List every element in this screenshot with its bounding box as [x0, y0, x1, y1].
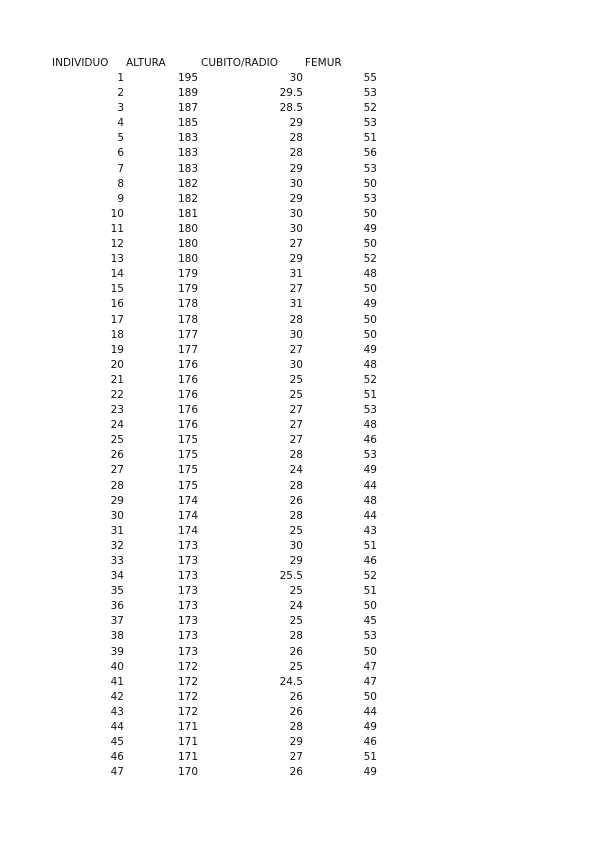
table-row — [0, 584, 599, 599]
cell-individuo: 41 — [110, 675, 124, 688]
cell-cubito-radio: 25.5 — [279, 570, 303, 583]
cell-cubito-radio: 25 — [289, 524, 303, 537]
table-row — [0, 599, 599, 614]
cell-femur: 55 — [363, 72, 377, 84]
cell-femur: 48 — [363, 494, 377, 507]
table-body — [0, 71, 599, 780]
cell-individuo: 3 — [117, 102, 124, 115]
table-row — [0, 162, 599, 177]
cell-femur: 51 — [363, 539, 377, 552]
cell-cubito-radio: 28 — [289, 313, 303, 326]
cell-femur: 46 — [363, 555, 377, 567]
cell-altura: 176 — [177, 404, 198, 417]
cell-individuo: 42 — [110, 690, 124, 703]
cell-femur: 56 — [363, 147, 377, 160]
cell-cubito-radio: 25 — [289, 615, 303, 628]
cell-altura: 171 — [177, 736, 198, 749]
cell-cubito-radio: 29 — [289, 555, 303, 567]
cell-femur: 48 — [363, 268, 377, 281]
cell-individuo: 9 — [117, 192, 124, 205]
cell-cubito-radio: 30 — [289, 207, 303, 220]
cell-altura: 195 — [177, 72, 198, 84]
cell-cubito-radio: 30 — [289, 177, 303, 190]
cell-femur: 51 — [363, 751, 377, 764]
cell-cubito-radio: 26 — [289, 645, 303, 658]
cell-femur: 49 — [363, 721, 377, 734]
table-row — [0, 750, 599, 765]
table-row — [0, 629, 599, 644]
cell-altura: 174 — [177, 494, 198, 507]
cell-cubito-radio: 31 — [289, 268, 303, 281]
cell-cubito-radio: 28 — [289, 479, 303, 492]
table-row — [0, 675, 599, 690]
cell-altura: 177 — [177, 343, 198, 356]
cell-individuo: 16 — [110, 298, 124, 311]
table-row — [0, 569, 599, 584]
cell-femur: 52 — [363, 373, 377, 386]
cell-individuo: 6 — [117, 147, 124, 160]
table-row — [0, 267, 599, 282]
table-row — [0, 720, 599, 735]
cell-femur: 53 — [363, 449, 377, 462]
cell-altura: 183 — [177, 162, 198, 175]
table-row — [0, 433, 599, 448]
cell-individuo: 30 — [110, 509, 124, 522]
cell-individuo: 40 — [110, 660, 124, 673]
cell-cubito-radio: 24.5 — [279, 675, 303, 688]
cell-cubito-radio: 28.5 — [279, 102, 303, 115]
cell-altura: 179 — [177, 268, 198, 281]
table-row — [0, 509, 599, 524]
cell-femur: 44 — [363, 479, 377, 492]
cell-altura: 179 — [177, 283, 198, 296]
cell-cubito-radio: 28 — [289, 509, 303, 522]
cell-altura: 175 — [177, 479, 198, 492]
cell-individuo: 24 — [110, 419, 124, 432]
cell-individuo: 7 — [117, 162, 124, 175]
cell-femur: 46 — [363, 736, 377, 749]
cell-altura: 172 — [177, 690, 198, 703]
cell-femur: 49 — [363, 343, 377, 356]
cell-individuo: 23 — [110, 404, 124, 417]
cell-femur: 50 — [363, 283, 377, 296]
cell-altura: 176 — [177, 388, 198, 401]
cell-cubito-radio: 28 — [289, 132, 303, 145]
cell-cubito-radio: 29.5 — [279, 87, 303, 100]
cell-cubito-radio: 25 — [289, 388, 303, 401]
header-cubito-radio: CUBITO/RADIO — [201, 57, 279, 69]
cell-altura: 173 — [177, 615, 198, 628]
cell-individuo: 29 — [110, 494, 124, 507]
cell-individuo: 17 — [110, 313, 124, 326]
cell-cubito-radio: 24 — [289, 464, 303, 477]
cell-individuo: 10 — [110, 207, 124, 220]
table-row — [0, 343, 599, 358]
cell-cubito-radio: 28 — [289, 630, 303, 643]
cell-femur: 53 — [363, 162, 377, 175]
table-row — [0, 645, 599, 660]
cell-femur: 43 — [363, 524, 377, 537]
cell-altura: 180 — [177, 238, 198, 251]
cell-individuo: 35 — [110, 585, 124, 598]
cell-altura: 175 — [177, 464, 198, 477]
cell-cubito-radio: 30 — [289, 328, 303, 341]
cell-femur: 51 — [363, 388, 377, 401]
cell-altura: 173 — [177, 570, 198, 583]
cell-altura: 173 — [177, 630, 198, 643]
cell-cubito-radio: 28 — [289, 721, 303, 734]
cell-individuo: 21 — [110, 373, 124, 386]
cell-cubito-radio: 29 — [289, 192, 303, 205]
cell-altura: 176 — [177, 419, 198, 432]
table-row — [0, 282, 599, 297]
cell-individuo: 43 — [110, 705, 124, 718]
table-row — [0, 373, 599, 388]
cell-altura: 176 — [177, 373, 198, 386]
cell-femur: 49 — [363, 298, 377, 311]
table-row — [0, 690, 599, 705]
cell-altura: 173 — [177, 600, 198, 613]
cell-individuo: 26 — [110, 449, 124, 462]
table-row — [0, 207, 599, 222]
table-row — [0, 524, 599, 539]
cell-cubito-radio: 28 — [289, 449, 303, 462]
cell-cubito-radio: 26 — [289, 766, 303, 779]
cell-femur: 50 — [363, 313, 377, 326]
table-row — [0, 388, 599, 403]
cell-altura: 173 — [177, 539, 198, 552]
cell-altura: 183 — [177, 132, 198, 145]
table-row — [0, 71, 599, 86]
header-altura: ALTURA — [126, 57, 166, 69]
table-row — [0, 146, 599, 161]
cell-altura: 171 — [177, 721, 198, 734]
cell-cubito-radio: 30 — [289, 222, 303, 235]
cell-cubito-radio: 25 — [289, 373, 303, 386]
cell-individuo: 33 — [110, 555, 124, 567]
cell-altura: 174 — [177, 509, 198, 522]
cell-femur: 50 — [363, 238, 377, 251]
cell-individuo: 2 — [117, 87, 124, 100]
cell-cubito-radio: 30 — [289, 72, 303, 84]
cell-altura: 173 — [177, 555, 198, 567]
table-row — [0, 539, 599, 554]
cell-femur: 50 — [363, 690, 377, 703]
cell-altura: 180 — [177, 253, 198, 266]
cell-individuo: 47 — [110, 766, 124, 779]
cell-individuo: 22 — [110, 388, 124, 401]
table-row — [0, 131, 599, 146]
table-row — [0, 735, 599, 750]
cell-femur: 48 — [363, 358, 377, 371]
table-row — [0, 614, 599, 629]
cell-individuo: 19 — [110, 343, 124, 356]
cell-altura: 175 — [177, 449, 198, 462]
cell-individuo: 44 — [110, 721, 124, 734]
table-row — [0, 101, 599, 116]
cell-cubito-radio: 29 — [289, 117, 303, 130]
cell-femur: 51 — [363, 132, 377, 145]
cell-altura: 178 — [177, 298, 198, 311]
cell-cubito-radio: 27 — [289, 434, 303, 447]
cell-altura: 182 — [177, 177, 198, 190]
cell-femur: 50 — [363, 645, 377, 658]
cell-cubito-radio: 27 — [289, 419, 303, 432]
cell-cubito-radio: 26 — [289, 494, 303, 507]
cell-individuo: 45 — [110, 736, 124, 749]
cell-cubito-radio: 28 — [289, 147, 303, 160]
cell-altura: 178 — [177, 313, 198, 326]
table-row — [0, 237, 599, 252]
cell-individuo: 18 — [110, 328, 124, 341]
table-row — [0, 86, 599, 101]
table-row — [0, 358, 599, 373]
cell-femur: 51 — [363, 585, 377, 598]
table-header-row — [0, 56, 599, 70]
cell-cubito-radio: 27 — [289, 283, 303, 296]
cell-cubito-radio: 29 — [289, 253, 303, 266]
cell-femur: 45 — [363, 615, 377, 628]
cell-femur: 53 — [363, 87, 377, 100]
header-femur: FEMUR — [305, 57, 342, 69]
cell-cubito-radio: 26 — [289, 690, 303, 703]
cell-individuo: 38 — [110, 630, 124, 643]
table-row — [0, 192, 599, 207]
cell-altura: 185 — [177, 117, 198, 130]
cell-individuo: 31 — [110, 524, 124, 537]
table-row — [0, 554, 599, 569]
header-individuo: INDIVIDUO — [52, 57, 109, 69]
cell-femur: 53 — [363, 404, 377, 417]
cell-altura: 175 — [177, 434, 198, 447]
cell-altura: 173 — [177, 645, 198, 658]
cell-cubito-radio: 27 — [289, 404, 303, 417]
cell-femur: 49 — [363, 464, 377, 477]
cell-cubito-radio: 31 — [289, 298, 303, 311]
cell-altura: 174 — [177, 524, 198, 537]
cell-femur: 53 — [363, 192, 377, 205]
table-row — [0, 418, 599, 433]
cell-individuo: 34 — [110, 570, 124, 583]
cell-cubito-radio: 30 — [289, 358, 303, 371]
cell-altura: 181 — [177, 207, 198, 220]
cell-femur: 52 — [363, 253, 377, 266]
cell-cubito-radio: 27 — [289, 751, 303, 764]
cell-femur: 48 — [363, 419, 377, 432]
cell-individuo: 25 — [110, 434, 124, 447]
cell-altura: 172 — [177, 675, 198, 688]
cell-individuo: 37 — [110, 615, 124, 628]
cell-cubito-radio: 27 — [289, 343, 303, 356]
cell-individuo: 1 — [117, 72, 124, 84]
cell-individuo: 36 — [110, 600, 124, 613]
table-row — [0, 479, 599, 494]
cell-cubito-radio: 26 — [289, 705, 303, 718]
cell-individuo: 39 — [110, 645, 124, 658]
cell-femur: 44 — [363, 509, 377, 522]
cell-femur: 52 — [363, 102, 377, 115]
cell-femur: 53 — [363, 117, 377, 130]
cell-femur: 44 — [363, 705, 377, 718]
table-row — [0, 765, 599, 780]
cell-individuo: 12 — [110, 238, 124, 251]
cell-altura: 171 — [177, 751, 198, 764]
cell-individuo: 32 — [110, 539, 124, 552]
cell-individuo: 13 — [110, 253, 124, 266]
table-row — [0, 297, 599, 312]
table-row — [0, 116, 599, 131]
cell-femur: 49 — [363, 222, 377, 235]
cell-altura: 172 — [177, 660, 198, 673]
cell-altura: 177 — [177, 328, 198, 341]
table-row — [0, 252, 599, 267]
cell-altura: 187 — [177, 102, 198, 115]
cell-femur: 50 — [363, 328, 377, 341]
table-row — [0, 705, 599, 720]
cell-cubito-radio: 24 — [289, 600, 303, 613]
cell-femur: 52 — [363, 570, 377, 583]
cell-individuo: 4 — [117, 117, 124, 130]
table-row — [0, 660, 599, 675]
cell-femur: 50 — [363, 207, 377, 220]
cell-individuo: 27 — [110, 464, 124, 477]
table-row — [0, 463, 599, 478]
cell-individuo: 28 — [110, 479, 124, 492]
table-row — [0, 403, 599, 418]
cell-cubito-radio: 25 — [289, 660, 303, 673]
table-row — [0, 313, 599, 328]
cell-femur: 50 — [363, 600, 377, 613]
cell-cubito-radio: 27 — [289, 238, 303, 251]
cell-altura: 172 — [177, 705, 198, 718]
cell-individuo: 20 — [110, 358, 124, 371]
table-row — [0, 494, 599, 509]
cell-femur: 49 — [363, 766, 377, 779]
cell-femur: 50 — [363, 177, 377, 190]
cell-cubito-radio: 25 — [289, 585, 303, 598]
cell-individuo: 15 — [110, 283, 124, 296]
cell-cubito-radio: 30 — [289, 539, 303, 552]
cell-cubito-radio: 29 — [289, 162, 303, 175]
cell-individuo: 8 — [117, 177, 124, 190]
cell-individuo: 5 — [117, 132, 124, 145]
cell-altura: 176 — [177, 358, 198, 371]
cell-femur: 46 — [363, 434, 377, 447]
cell-femur: 47 — [363, 660, 377, 673]
cell-individuo: 46 — [110, 751, 124, 764]
cell-altura: 180 — [177, 222, 198, 235]
table-row — [0, 222, 599, 237]
table-row — [0, 177, 599, 192]
cell-altura: 173 — [177, 585, 198, 598]
cell-femur: 53 — [363, 630, 377, 643]
table-row — [0, 328, 599, 343]
cell-altura: 182 — [177, 192, 198, 205]
table-row — [0, 448, 599, 463]
cell-femur: 47 — [363, 675, 377, 688]
cell-individuo: 11 — [110, 222, 124, 235]
cell-altura: 189 — [177, 87, 198, 100]
cell-individuo: 14 — [110, 268, 124, 281]
cell-cubito-radio: 29 — [289, 736, 303, 749]
cell-altura: 183 — [177, 147, 198, 160]
cell-altura: 170 — [177, 766, 198, 779]
